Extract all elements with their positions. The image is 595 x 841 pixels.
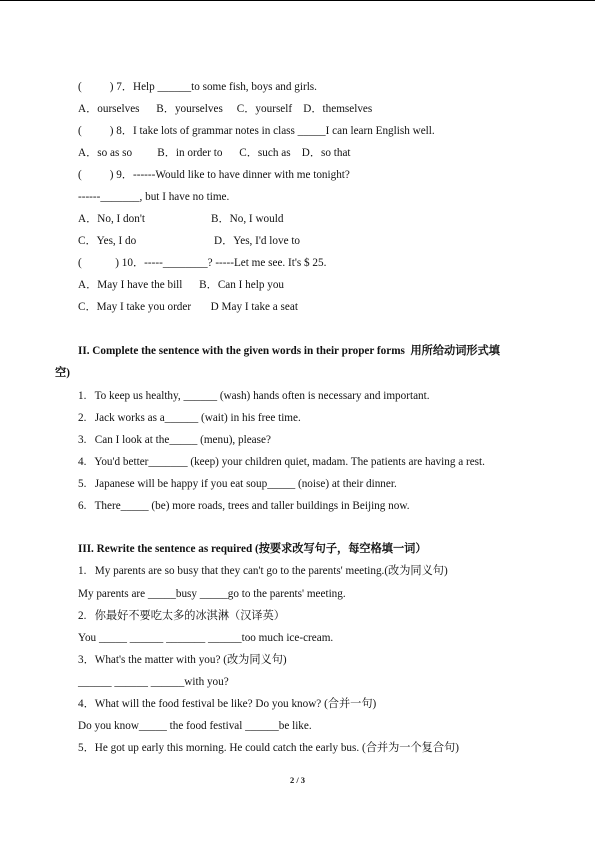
- question-9-option-a: A．No, I don't: [78, 213, 145, 225]
- section-2-item: 4. You'd better_______ (keep) your children quiet, madam. The patients are having a rest.: [78, 456, 485, 468]
- question-10-options-ab: A．May I have the bill B．Can I help you: [78, 279, 285, 291]
- question-8-options: A．so as so B．in order to C．such as D．so that: [78, 147, 351, 159]
- section-2-item: 2. Jack works as a______ (wait) in his free time.: [78, 412, 301, 424]
- question-10-options-cd: C．May I take you order D May I take a seat: [78, 301, 298, 313]
- section-3-line: 1. My parents are so busy that they can't go to the parents' meeting.(改为同义句): [78, 565, 448, 577]
- section-3-heading: III. Rewrite the sentence as required (按要求改写句子，每空格填一词）: [78, 543, 427, 555]
- section-3-line: 3．What's the matter with you? (改为同义句): [78, 654, 287, 666]
- section-3-line: Do you know_____ the food festival ______be like.: [78, 720, 312, 732]
- section-3-line: 4．What will the food festival be like? Do you know? (合并一句): [78, 698, 377, 710]
- page-number: 2 / 3: [289, 775, 306, 785]
- section-3-line: You _____ ______ _______ ______too much ice-cream.: [78, 632, 334, 644]
- question-8: ( ) 8．I take lots of grammar notes in class _____I can learn English well.: [78, 125, 435, 137]
- question-7-options: A．ourselves B．yourselves C．yourself D．themselves: [78, 103, 373, 115]
- section-2-item: 6. There_____ (be) more roads, trees and taller buildings in Beijing now.: [78, 500, 410, 512]
- question-9-option-b: B．No, I would: [211, 213, 284, 225]
- section-2-heading: II. Complete the sentence with the given words in their proper forms 用所给动词形式填: [78, 345, 500, 357]
- section-3-line: 5．He got up early this morning. He could catch the early bus. (合并为一个复合句): [78, 742, 459, 754]
- question-10: ( ) 10．-----________? -----Let me see. It's $ 25.: [78, 257, 327, 269]
- section-3-line: My parents are _____busy _____go to the parents' meeting.: [78, 588, 346, 600]
- section-2-item: 1. To keep us healthy, ______ (wash) hands often is necessary and important.: [78, 390, 430, 402]
- question-9-option-d: D．Yes, I'd love to: [214, 235, 301, 247]
- section-2-heading-wrap: 空): [55, 367, 70, 379]
- top-rule: [0, 0, 595, 1]
- question-9: ( ) 9．------Would like to have dinner with me tonight?: [78, 169, 350, 181]
- section-3-line: 2. 你最好不要吃太多的冰淇淋（汉译英）: [78, 610, 285, 622]
- question-7: ( ) 7．Help ______to some fish, boys and girls.: [78, 81, 317, 93]
- section-3-line: ______ ______ ______with you?: [78, 676, 229, 688]
- question-9-option-c: C．Yes, I do: [78, 235, 137, 247]
- section-2-item: 5. Japanese will be happy if you eat soup_____ (noise) at their dinner.: [78, 478, 397, 490]
- question-9-line2: ------_______, but I have no time.: [78, 191, 230, 203]
- section-2-item: 3. Can I look at the_____ (menu), please?: [78, 434, 271, 446]
